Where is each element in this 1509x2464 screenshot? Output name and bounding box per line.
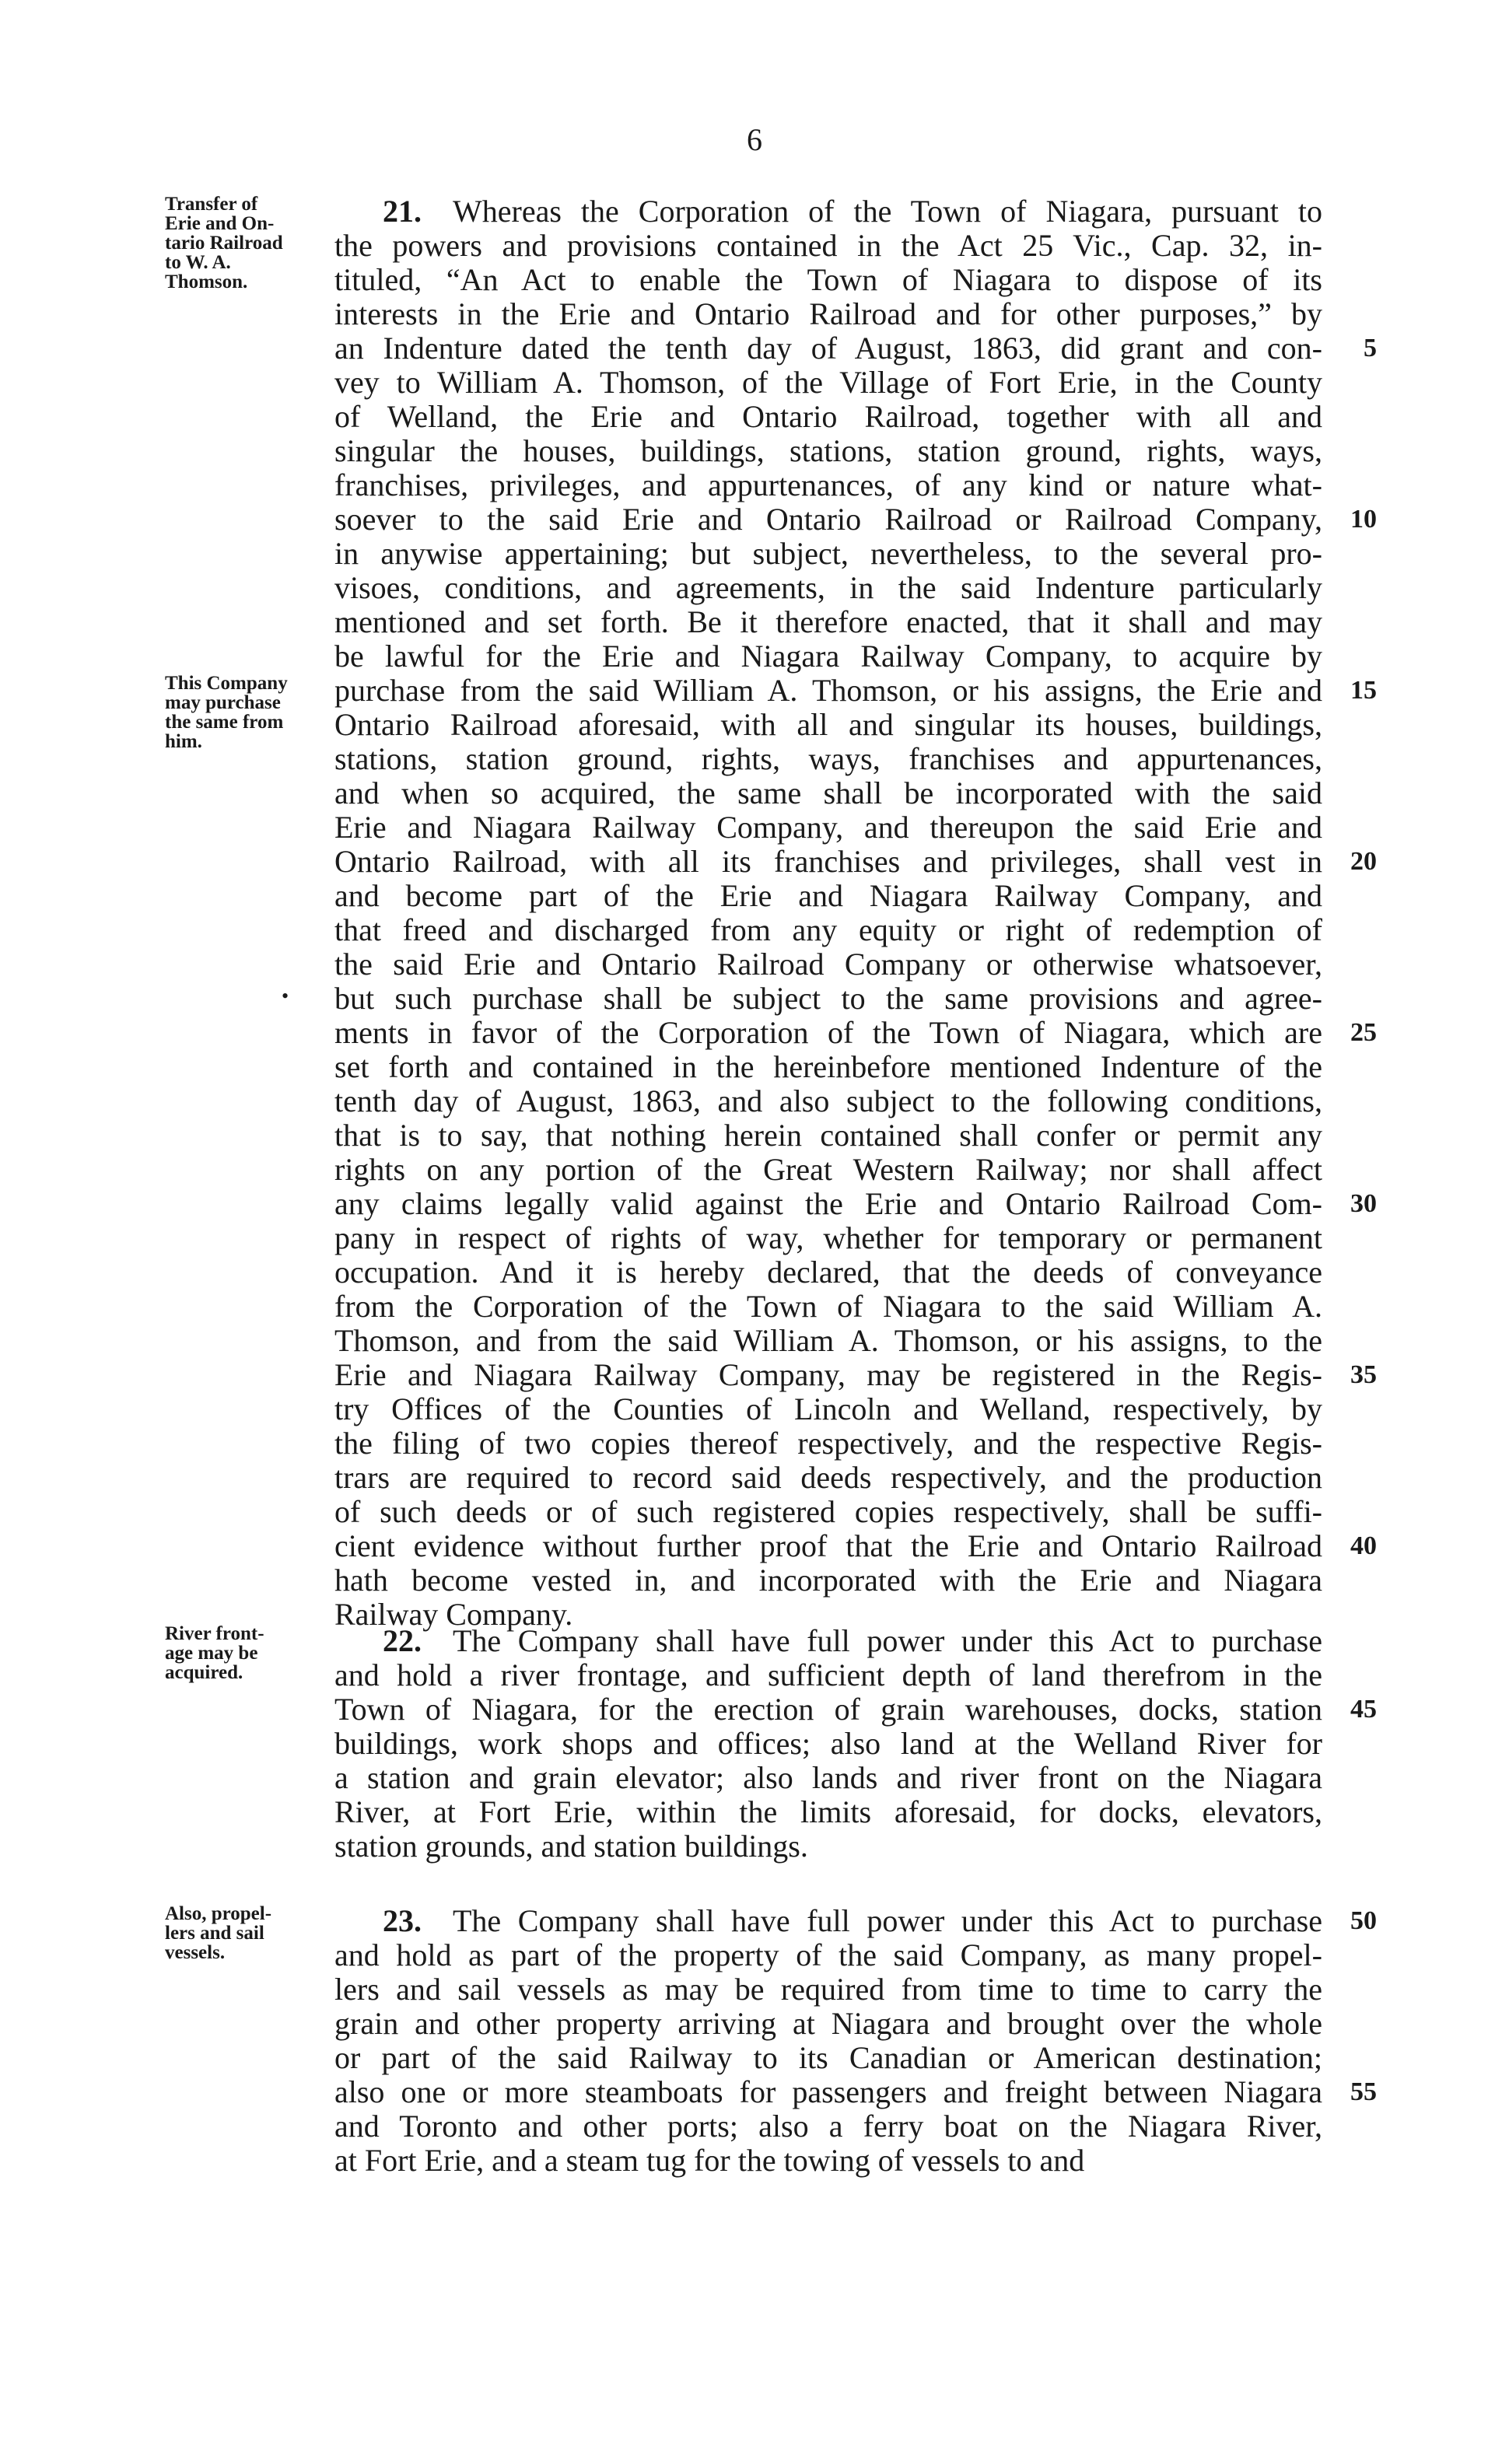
line-number: 45 <box>1350 1695 1377 1724</box>
line-text: and when so acquired, the same shall be incorporated with the said <box>334 775 1322 810</box>
line-text: lers and sail vessels as may be required from time to time to carry the <box>334 1972 1322 2007</box>
line-text: the powers and provisions contained in the Act 25 Vic., Cap. 32, in- <box>334 228 1322 263</box>
margin-note-line: tario Railroad <box>165 233 283 254</box>
line-text: buildings, work shops and offices; also land at the Welland River for <box>334 1726 1322 1761</box>
text-line <box>334 1255 1322 1290</box>
text-line <box>334 1392 1322 1426</box>
text-line <box>334 1016 1322 1050</box>
text-line <box>334 400 1322 434</box>
line-text: in anywise appertaining; but subject, nevertheless, to the several pro- <box>334 536 1322 571</box>
margin-note-line: him. <box>165 731 202 752</box>
text-line <box>334 2041 1322 2075</box>
text-line <box>334 2007 1322 2041</box>
margin-note-line: lers and sail <box>165 1923 264 1944</box>
line-text: from the Corporation of the Town of Niagara to the said William A. <box>334 1289 1322 1324</box>
text-line <box>334 982 1322 1016</box>
text-line <box>334 537 1322 571</box>
text-line <box>334 1290 1322 1324</box>
margin-note <box>165 1904 332 1962</box>
line-text: Railway Company. <box>334 1597 573 1632</box>
text-line <box>334 776 1322 810</box>
line-text: of such deeds or of such registered copies respectively, shall be suffi- <box>334 1494 1322 1529</box>
text-line <box>334 605 1322 639</box>
margin-note-line: age may be <box>165 1643 258 1664</box>
text-line <box>334 1692 1322 1727</box>
section-number: 22. <box>383 1623 422 1658</box>
text-line <box>334 674 1322 708</box>
text-line <box>334 1761 1322 1795</box>
margin-note <box>165 194 332 292</box>
text-line <box>334 571 1322 605</box>
text-line <box>334 2075 1322 2109</box>
text-line <box>334 1153 1322 1187</box>
text-line <box>334 263 1322 297</box>
line-text: set forth and contained in the hereinbefore mentioned Indenture of the <box>334 1049 1322 1084</box>
margin-note-line: to W. A. <box>165 252 231 273</box>
line-text: mentioned and set forth. Be it therefore enacted, that it shall and may <box>334 604 1322 639</box>
line-text: grain and other property arriving at Niagara and brought over the whole <box>334 2006 1322 2041</box>
line-text: but such purchase shall be subject to the same provisions and agree- <box>334 981 1322 1016</box>
line-number: 15 <box>1350 676 1377 705</box>
margin-note <box>165 674 332 751</box>
text-line <box>334 879 1322 913</box>
margin-note-line: River front- <box>165 1623 264 1644</box>
margin-note-line: Transfer of <box>165 194 258 215</box>
line-text: Thomson, and from the said William A. Thomson, or his assigns, to the <box>334 1323 1322 1358</box>
line-text: franchises, privileges, and appurtenances, of any kind or nature what- <box>334 467 1322 502</box>
line-text: Ontario Railroad aforesaid, with all and singular its houses, buildings, <box>334 707 1322 742</box>
line-text: Town of Niagara, for the erection of grain warehouses, docks, station <box>334 1692 1322 1727</box>
line-text: Ontario Railroad, with all its franchises and privileges, shall vest in <box>334 844 1322 879</box>
line-text: the filing of two copies thereof respectively, and the respective Regis- <box>334 1426 1322 1461</box>
text-line <box>334 1187 1322 1221</box>
margin-note-line: Thomson. <box>165 271 248 292</box>
line-number: 20 <box>1350 847 1377 876</box>
margin-note-line: vessels. <box>165 1942 226 1963</box>
line-text: ments in favor of the Corporation of the Town of Niagara, which are <box>334 1015 1322 1050</box>
text-line <box>334 1795 1322 1829</box>
text-line <box>334 913 1322 947</box>
text-line <box>334 1563 1322 1598</box>
text-line <box>334 297 1322 331</box>
line-text: that is to say, that nothing herein contained shall confer or permit any <box>334 1118 1322 1153</box>
line-text: visoes, conditions, and agreements, in the said Indenture particularly <box>334 570 1322 605</box>
line-text: purchase from the said William A. Thomson, or his assigns, the Erie and <box>334 673 1322 708</box>
line-text: trars are required to record said deeds respectively, and the production <box>334 1460 1322 1495</box>
line-number: 50 <box>1350 1906 1377 1935</box>
line-text: any claims legally valid against the Erie and Ontario Railroad Com- <box>334 1186 1322 1221</box>
line-number: 35 <box>1350 1360 1377 1389</box>
line-text: occupation. And it is hereby declared, that the deeds of conveyance <box>334 1255 1322 1290</box>
text-line <box>334 742 1322 776</box>
page-number: 6 <box>747 122 762 157</box>
line-text: at Fort Erie, and a steam tug for the towing of vessels to and <box>334 2143 1085 2178</box>
line-text: interests in the Erie and Ontario Railroad and for other purposes,” by <box>334 296 1322 331</box>
text-line <box>334 810 1322 845</box>
line-text: and hold as part of the property of the said Company, as many propel- <box>334 1937 1322 1972</box>
text-line <box>334 1221 1322 1255</box>
text-line <box>334 1972 1322 2007</box>
line-number: 40 <box>1350 1531 1377 1560</box>
text-line <box>334 229 1322 263</box>
text-line <box>383 1904 1322 1938</box>
text-line <box>334 1658 1322 1692</box>
line-text: The Company shall have full power under this Act to purchase <box>453 1623 1322 1658</box>
line-text: and hold a river frontage, and sufficient depth of land therefrom in the <box>334 1657 1322 1692</box>
text-line <box>383 1624 1322 1658</box>
text-line <box>334 1461 1322 1495</box>
line-text: tenth day of August, 1863, and also subject to the following conditions, <box>334 1083 1322 1118</box>
text-line <box>334 1495 1322 1529</box>
text-line <box>334 1829 1322 1864</box>
line-text: cient evidence without further proof that the Erie and Ontario Railroad <box>334 1528 1322 1563</box>
text-line <box>334 639 1322 674</box>
text-line <box>334 468 1322 502</box>
text-line <box>334 366 1322 400</box>
line-text: vey to William A. Thomson, of the Village of Fort Erie, in the County <box>334 365 1322 400</box>
text-line <box>334 1727 1322 1761</box>
line-text: rights on any portion of the Great Western Railway; nor shall affect <box>334 1152 1322 1187</box>
text-line <box>334 2109 1322 2144</box>
text-line <box>334 708 1322 742</box>
line-text: Erie and Niagara Railway Company, and thereupon the said Erie and <box>334 810 1322 845</box>
line-text: tituled, “An Act to enable the Town of Niagara to dispose of its <box>334 262 1322 297</box>
line-text: or part of the said Railway to its Canadian or American destination; <box>334 2040 1322 2075</box>
line-text: also one or more steamboats for passengers and freight between Niagara <box>334 2074 1322 2109</box>
line-number: 55 <box>1350 2077 1377 2106</box>
margin-note <box>165 1624 332 1682</box>
line-text: pany in respect of rights of way, whether for temporary or permanent <box>334 1220 1322 1255</box>
text-line <box>383 194 1322 229</box>
margin-note-line: Erie and On- <box>165 213 275 234</box>
line-number: 30 <box>1350 1189 1377 1218</box>
text-line <box>334 845 1322 879</box>
line-number: 10 <box>1350 505 1377 534</box>
line-text: stations, station ground, rights, ways, franchises and appurtenances, <box>334 741 1322 776</box>
text-line <box>334 947 1322 982</box>
line-text: a station and grain elevator; also lands and river front on the Niagara <box>334 1760 1322 1795</box>
margin-note-line: may purchase <box>165 692 281 713</box>
text-line <box>334 1426 1322 1461</box>
line-text: of Welland, the Erie and Ontario Railroad, together with all and <box>334 399 1322 434</box>
section-number: 23. <box>383 1903 422 1938</box>
text-line <box>334 1529 1322 1563</box>
text-line <box>334 2144 1322 2178</box>
text-line <box>334 434 1322 468</box>
line-text: River, at Fort Erie, within the limits aforesaid, for docks, elevators, <box>334 1794 1322 1829</box>
line-text: hath become vested in, and incorporated with the Erie and Niagara <box>334 1563 1322 1598</box>
line-text: an Indenture dated the tenth day of August, 1863, did grant and con- <box>334 331 1322 366</box>
line-number: 25 <box>1350 1018 1377 1047</box>
text-line <box>334 1118 1322 1153</box>
text-line <box>334 1358 1322 1392</box>
line-text: try Offices of the Counties of Lincoln and Welland, respectively, by <box>334 1391 1322 1426</box>
line-text: and Toronto and other ports; also a ferry boat on the Niagara River, <box>334 2109 1322 2144</box>
text-line <box>334 331 1322 366</box>
line-text: be lawful for the Erie and Niagara Railway Company, to acquire by <box>334 639 1322 674</box>
line-text: station grounds, and station buildings. <box>334 1829 808 1864</box>
text-line <box>334 1324 1322 1358</box>
line-number: 5 <box>1364 334 1377 362</box>
margin-note-line: the same from <box>165 712 284 733</box>
line-text: the said Erie and Ontario Railroad Company or otherwise whatsoever, <box>334 947 1322 982</box>
line-text: singular the houses, buildings, stations, station ground, rights, ways, <box>334 433 1322 468</box>
line-text: and become part of the Erie and Niagara Railway Company, and <box>334 878 1322 913</box>
text-line <box>334 1938 1322 1972</box>
line-text: soever to the said Erie and Ontario Railroad or Railroad Company, <box>334 502 1322 537</box>
line-text: Erie and Niagara Railway Company, may be registered in the Regis- <box>334 1357 1322 1392</box>
line-text: that freed and discharged from any equity or right of redemption of <box>334 912 1322 947</box>
margin-note-line: acquired. <box>165 1662 243 1683</box>
line-text: Whereas the Corporation of the Town of Niagara, pursuant to <box>453 194 1322 229</box>
margin-note-line: Also, propel- <box>165 1903 272 1924</box>
text-line <box>334 502 1322 537</box>
text-line <box>334 1050 1322 1084</box>
margin-note-line: This Company <box>165 673 288 694</box>
text-line <box>334 1084 1322 1118</box>
section-number: 21. <box>383 194 422 229</box>
line-text: The Company shall have full power under this Act to purchase <box>453 1903 1322 1938</box>
ink-speck: • <box>282 985 289 1007</box>
